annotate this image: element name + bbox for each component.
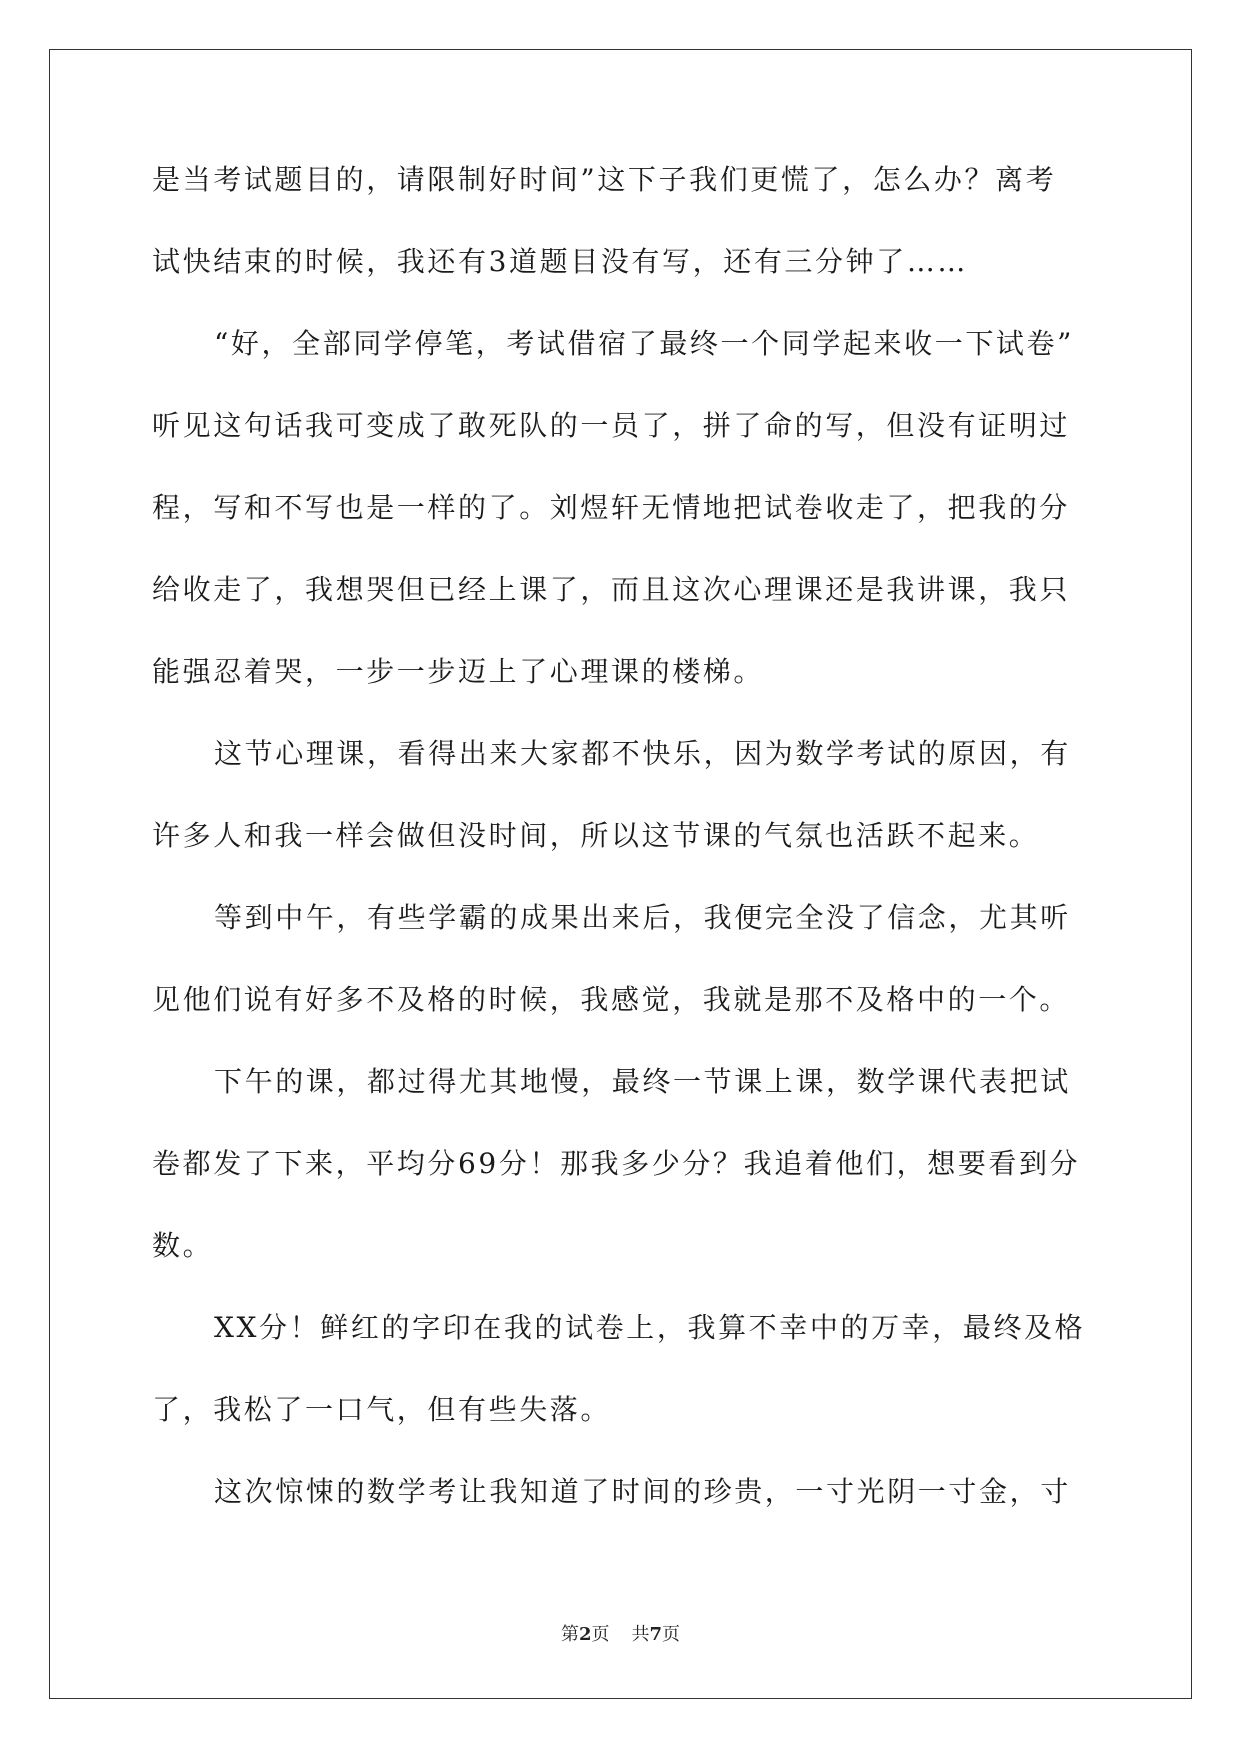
- total-suffix: 页: [662, 1624, 681, 1645]
- paragraph-start-line: XX分！鲜红的字印在我的试卷上，我算不幸中的万幸，最终及格: [214, 1311, 1086, 1344]
- page-number: 2: [578, 1624, 592, 1645]
- text-line: 卷都发了下来，平均分69分！那我多少分？我追着他们，想要看到分: [152, 1147, 1081, 1180]
- text-line: 听见这句话我可变成了敢死队的一员了，拼了命的写，但没有证明过: [152, 409, 1071, 442]
- total-pages: 7: [649, 1624, 663, 1645]
- text-line: 数。: [152, 1229, 214, 1262]
- text-line: 是当考试题目的，请限制好时间”这下子我们更慌了，怎么办？离考: [152, 163, 1057, 196]
- paragraph-start-line: 这次惊悚的数学考让我知道了时间的珍贵，一寸光阴一寸金，寸: [214, 1475, 1071, 1508]
- total-prefix: 共: [631, 1624, 650, 1645]
- page-suffix: 页: [591, 1624, 610, 1645]
- text-line: 了，我松了一口气，但有些失落。: [152, 1393, 612, 1426]
- paragraph-start-line: 这节心理课，看得出来大家都不快乐，因为数学考试的原因，有: [214, 737, 1071, 770]
- text-line: 试快结束的时候，我还有3道题目没有写，还有三分钟了……: [152, 245, 969, 278]
- text-line: 能强忍着哭，一步一步迈上了心理课的楼梯。: [152, 655, 765, 688]
- text-line: 见他们说有好多不及格的时候，我感觉，我就是那不及格中的一个。: [152, 983, 1071, 1016]
- page-footer: [0, 1620, 1241, 1646]
- text-line: 给收走了，我想哭但已经上课了，而且这次心理课还是我讲课，我只: [152, 573, 1071, 606]
- text-line: 程，写和不写也是一样的了。刘煜轩无情地把试卷收走了，把我的分: [152, 491, 1071, 524]
- page-prefix: 第: [560, 1624, 579, 1645]
- paragraph-start-line: “好，全部同学停笔，考试借宿了最终一个同学起来收一下试卷”: [214, 327, 1075, 360]
- paragraph-start-line: 下午的课，都过得尤其地慢，最终一节课上课，数学课代表把试: [214, 1065, 1071, 1098]
- text-line: 许多人和我一样会做但没时间，所以这节课的气氛也活跃不起来。: [152, 819, 1040, 852]
- paragraph-start-line: 等到中午，有些学霸的成果出来后，我便完全没了信念，尤其听: [214, 901, 1071, 934]
- document-body: [152, 155, 1092, 1549]
